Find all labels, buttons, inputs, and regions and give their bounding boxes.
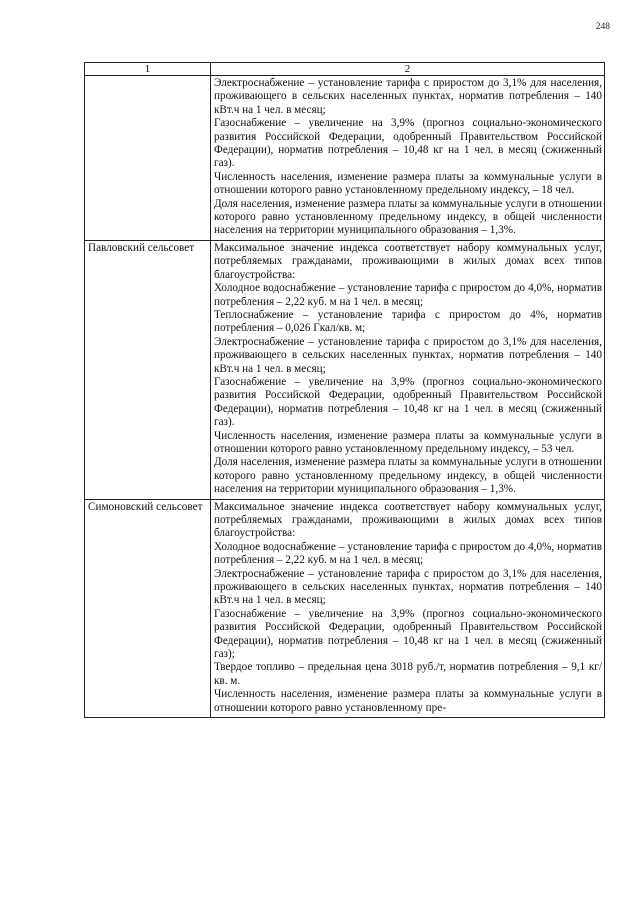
paragraph: Максимальное значение индекса соответствует набору коммунальных услуг, потребляемых гражданами, проживающими в жилых домах всех типов благоустройства: bbox=[214, 241, 602, 281]
paragraph: Холодное водоснабжение – установление тарифа с приростом до 4,0%, норматив потребления – 2,22 куб. м на 1 чел. в месяц; bbox=[214, 282, 602, 308]
paragraph: Газоснабжение – увеличение на 3,9% (прогноз социально-экономического развития Российской Федерации, одобренный Правительством Российской Федерации), норматив потребления – 10,48 кг на 1 чел. в месяц (сжиженный газ). bbox=[214, 375, 602, 429]
description-cell bbox=[211, 240, 605, 499]
paragraph: Газоснабжение – увеличение на 3,9% (прогноз социально-экономического развития Российской Федерации, одобренный Правительством Российской Федерации), норматив потребления – 10,48 кг на 1 чел. в месяц (сжиженный газ). bbox=[214, 117, 602, 170]
description-cell bbox=[211, 76, 605, 241]
description-cell bbox=[211, 499, 605, 718]
municipality-cell: Симоновский сельсовет bbox=[85, 499, 211, 718]
paragraph: Численность населения, изменение размера платы за коммунальные услуги в отношении которого равно установленному предельному индексу, – 53 чел. bbox=[214, 429, 602, 455]
paragraph: Твердое топливо – предельная цена 3018 руб./т, норматив потребления – 9,1 кг/кв. м. bbox=[214, 661, 602, 687]
paragraph: Численность населения, изменение размера платы за коммунальные услуги в отношении которого равно установленному предельному индексу, – 18 чел. bbox=[214, 170, 602, 197]
paragraph: Теплоснабжение – установление тарифа с приростом до 4%, норматив потребления – 0,026 Гкал/кв. м; bbox=[214, 308, 602, 335]
paragraph: Холодное водоснабжение – установление тарифа с приростом до 4,0%, норматив потребления – 2,22 куб. м на 1 чел. в месяц; bbox=[214, 540, 602, 567]
paragraph: Доля населения, изменение размера платы за коммунальные услуги в отношении которого равно установленному предельному индексу, в общей численности населения на территории муниципального образования – 1,3%. bbox=[214, 197, 602, 237]
table-header-row bbox=[85, 63, 605, 76]
table-row bbox=[85, 76, 605, 241]
paragraph: Электроснабжение – установление тарифа с приростом до 3,1% для населения, проживающего в сельских населенных пунктах, норматив потребления – 140 кВт.ч на 1 чел. в месяц; bbox=[214, 77, 602, 116]
paragraph: Электроснабжение – установление тарифа с приростом до 3,1% для населения, проживающего в сельских населенных пунктах, норматив потребления – 140 кВт.ч на 1 чел. в месяц; bbox=[214, 335, 602, 375]
page-number: 248 bbox=[595, 22, 610, 32]
paragraph: Максимальное значение индекса соответствует набору коммунальных услуг, потребляемых гражданами, проживающими в жилых домах всех типов благоустройства: bbox=[214, 500, 602, 540]
table-row bbox=[85, 240, 605, 499]
paragraph: Газоснабжение – увеличение на 3,9% (прогноз социально-экономического развития Российской Федерации, одобренный Правительством Российской Федерации), норматив потребления – 10,48 кг на 1 чел. в месяц (сжиженный газ); bbox=[214, 607, 602, 661]
column-1-header: 1 bbox=[85, 63, 211, 76]
municipality-cell: Павловский сельсовет bbox=[85, 240, 211, 499]
column-2-header: 2 bbox=[211, 63, 605, 76]
paragraph: Численность населения, изменение размера платы за коммунальные услуги в отношении которого равно установленному пре- bbox=[214, 688, 602, 714]
municipality-cell bbox=[85, 76, 211, 241]
paragraph: Доля населения, изменение размера платы за коммунальные услуги в отношении которого равно установленному предельному индексу, в общей численности населения на территории муниципального образования – 1,3%. bbox=[214, 456, 602, 496]
paragraph: Электроснабжение – установление тарифа с приростом до 3,1% для населения, проживающего в сельских населенных пунктах, норматив потребления – 140 кВт.ч на 1 чел. в месяц; bbox=[214, 567, 602, 607]
table-row bbox=[85, 499, 605, 718]
municipal-index-table bbox=[84, 62, 605, 718]
